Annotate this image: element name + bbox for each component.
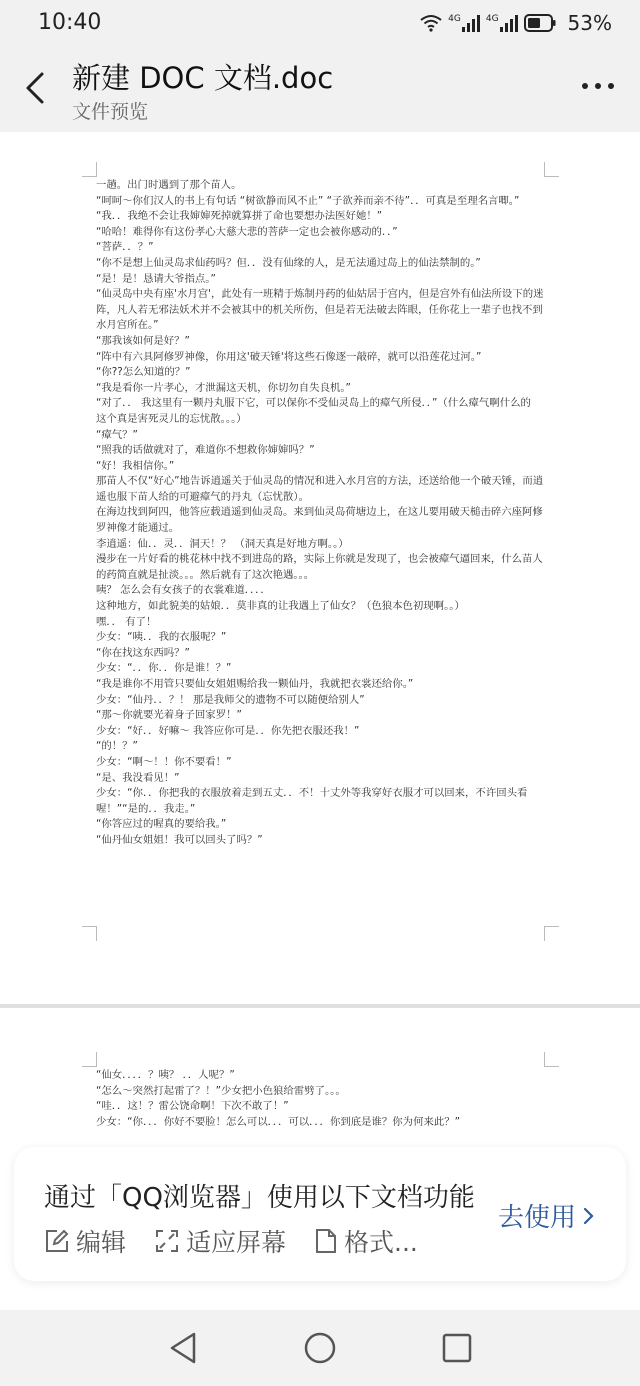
paragraph: 少女：“好．．好嘛～ 我答应你可是．．你先把衣服还我！” bbox=[96, 724, 360, 737]
paragraph: 少女：“．．你．．你是谁！？” bbox=[96, 662, 232, 675]
edit-icon bbox=[44, 1228, 70, 1254]
paragraph: “瘴气？” bbox=[96, 428, 138, 441]
paragraph: “是、我没看见！” bbox=[96, 771, 180, 784]
triangle-back-icon bbox=[164, 1330, 204, 1366]
paragraph: 一趟。出门时遇到了那个苗人。 bbox=[96, 179, 242, 191]
paragraph: “你答应过的喔真的要给我。” bbox=[96, 818, 227, 831]
document-title: 新建 DOC 文档.doc bbox=[72, 61, 334, 95]
paragraph: “仙女．．．．？咦？ ．．人呢？” bbox=[96, 1069, 235, 1081]
paragraph: “仙丹仙女姐姐！我可以回头了吗？” bbox=[96, 833, 263, 846]
chevron-left-icon bbox=[18, 66, 54, 110]
document-page bbox=[0, 132, 640, 1004]
system-nav-bar bbox=[0, 1310, 640, 1386]
paragraph: 少女：“咦．．我的衣服呢？” bbox=[96, 631, 227, 644]
banner-tools bbox=[44, 1223, 444, 1259]
paragraph: “仙灵岛中央有座'水月宫'，此处有一班精于炼制丹药的仙姑居于宫内，但是宫外有仙法所设下的迷阵，凡人若无邪法妖术并不会被其中的机关所伤，但是若无法破去阵眼，任你花上一辈子也找不到水月宫所在。” bbox=[96, 288, 544, 332]
paragraph: “照我的话做就对了，难道你不想救你婶婶吗？” bbox=[96, 444, 315, 457]
wifi-icon bbox=[420, 14, 442, 32]
paragraph: 李逍遥：仙．．灵．．洞天！？ （洞天真是好地方啊。。） bbox=[96, 537, 349, 550]
paragraph: “我．．我绝不会让我婶婶死掉就算拼了命也要想办法医好她！” bbox=[96, 210, 383, 223]
fit-screen-icon bbox=[154, 1228, 180, 1254]
nav-back-button[interactable] bbox=[164, 1330, 204, 1366]
paragraph: 漫步在一片好看的桃花林中找不到进岛的路，实际上你就是发现了，也会被瘴气逼回来，什么苗人的药简直就是扯淡。。。然后就有了这次艳遇。。。 bbox=[96, 553, 543, 581]
paragraph: 这种地方，如此貌美的姑娘．．莫非真的让我遇上了仙女？（色狼本色初现啊。。） bbox=[96, 600, 465, 613]
status-time: 10:40 bbox=[38, 10, 102, 35]
fit-screen-tool[interactable]: 适应屏幕 bbox=[154, 1223, 286, 1259]
edit-tool[interactable]: 编辑 bbox=[44, 1223, 126, 1259]
back-button[interactable] bbox=[18, 66, 54, 110]
crop-mark bbox=[544, 1052, 559, 1067]
more-options-button[interactable] bbox=[580, 76, 616, 96]
paragraph: 那苗人不仅“好心”地告诉逍遥关于仙灵岛的情况和进入水月宫的方法，还送给他一个破天锤，而逍遥也服下苗人给的可避瘴气的丹丸（忘忧散）。 bbox=[96, 475, 544, 503]
paragraph: “我是看你一片孝心，才泄漏这天机，你切勿自失良机。” bbox=[96, 381, 351, 394]
use-now-label: 去使用 bbox=[497, 1203, 576, 1233]
document-subtitle: 文件预览 bbox=[72, 101, 149, 123]
paragraph: 咦？ 怎么会有女孩子的衣裳难道．．．． bbox=[96, 584, 271, 597]
paragraph: “我是谁你不用管只要仙女姐姐赐给我一颗仙丹，我就把衣裳还给你。” bbox=[96, 678, 414, 690]
paragraph: 在海边找到阿四，他答应载逍遥到仙灵岛。来到仙灵岛荷塘边上，在这儿要用破天槌击碎六座阿修罗神像才能通过。 bbox=[96, 506, 543, 535]
battery-percent: 53% bbox=[567, 11, 612, 35]
paragraph: 少女：“你．．．你好不要脸！怎么可以．．．可以．．．你到底是谁？你为何来此？” bbox=[96, 1115, 461, 1128]
crop-mark bbox=[82, 1052, 97, 1067]
crop-mark bbox=[82, 162, 97, 177]
chevron-right-icon bbox=[582, 1205, 596, 1227]
paragraph: “阵中有六具阿修罗神像，你用这'破天锤'将这些石像逐一敲碎，就可以沿莲花过河。” bbox=[96, 350, 482, 363]
paragraph: “哈哈！难得你有这份孝心大慈大悲的菩萨一定也会被你感动的．．” bbox=[96, 225, 398, 238]
paragraph: 少女：“仙丹．．？！ 那是我师父的遗物不可以随便给别人” bbox=[96, 693, 365, 706]
paragraph: “你??怎么知道的？” bbox=[96, 366, 191, 379]
paragraph: “菩萨．．？” bbox=[96, 241, 154, 254]
signal-icon-1: 4G bbox=[448, 14, 480, 32]
paragraph: “的！？” bbox=[96, 740, 138, 753]
app-header bbox=[0, 46, 640, 132]
paragraph: “好！我相信你。” bbox=[96, 459, 175, 472]
battery-icon bbox=[524, 14, 556, 32]
nav-home-button[interactable] bbox=[300, 1330, 340, 1366]
paragraph: “对了．． 我这里有一颗丹丸服下它，可以保你不受仙灵岛上的瘴气所侵．．”（什么瘴气啊什么的 这个真是害死灵儿的忘忧散。。。） bbox=[96, 397, 531, 425]
paragraph: “那～你就要光着身子回家罗！” bbox=[96, 709, 242, 722]
crop-mark bbox=[544, 162, 559, 177]
paragraph: 少女：“啊～！！你不要看！” bbox=[96, 755, 232, 768]
signal-icon-2: 4G bbox=[486, 14, 518, 32]
more-icon bbox=[580, 76, 616, 96]
crop-mark bbox=[82, 926, 97, 941]
nav-recents-button[interactable] bbox=[436, 1330, 476, 1366]
paragraph: “哇．．这！？雷公饶命啊！下次不敢了！” bbox=[96, 1100, 289, 1113]
crop-mark bbox=[544, 926, 559, 941]
paragraph: “你在找这东西吗？” bbox=[96, 646, 190, 659]
paragraph: 少女：“你．．你把我的衣服放着走到五丈．．不！十丈外等我穿好衣服才可以回来，不许回头看喔！”“是的．．我走。” bbox=[96, 787, 528, 815]
square-recents-icon bbox=[436, 1330, 476, 1366]
paragraph: “呵呵～你们汉人的书上有句话 “树欲静而风不止” “子欲养而亲不待”．．可真是至理名言唧。” bbox=[96, 194, 520, 207]
paragraph: “你不是想上仙灵岛求仙药吗？但．．没有仙缘的人，是无法通过岛上的仙法禁制的。” bbox=[96, 256, 481, 269]
paragraph: “那我该如何是好？” bbox=[96, 334, 190, 347]
document-icon bbox=[314, 1228, 338, 1254]
paragraph: “是！是！恳请大爷指点。” bbox=[96, 272, 216, 285]
paragraph: “怎么～突然打起雷了？！”少女把小色狼给雷劈了。。。 bbox=[96, 1084, 346, 1097]
status-icons bbox=[420, 11, 612, 35]
document-body bbox=[96, 178, 544, 849]
document-body bbox=[96, 1068, 544, 1130]
circle-home-icon bbox=[300, 1330, 340, 1366]
document-viewer[interactable] bbox=[0, 132, 640, 1310]
use-now-button[interactable] bbox=[498, 1197, 596, 1234]
qq-browser-banner bbox=[14, 1147, 626, 1281]
banner-title: 通过「QQ浏览器」使用以下文档功能 bbox=[44, 1183, 475, 1213]
format-tool[interactable]: 格式... bbox=[314, 1223, 444, 1259]
status-bar bbox=[0, 0, 640, 46]
paragraph: 嘿．． 有了！ bbox=[96, 615, 157, 628]
